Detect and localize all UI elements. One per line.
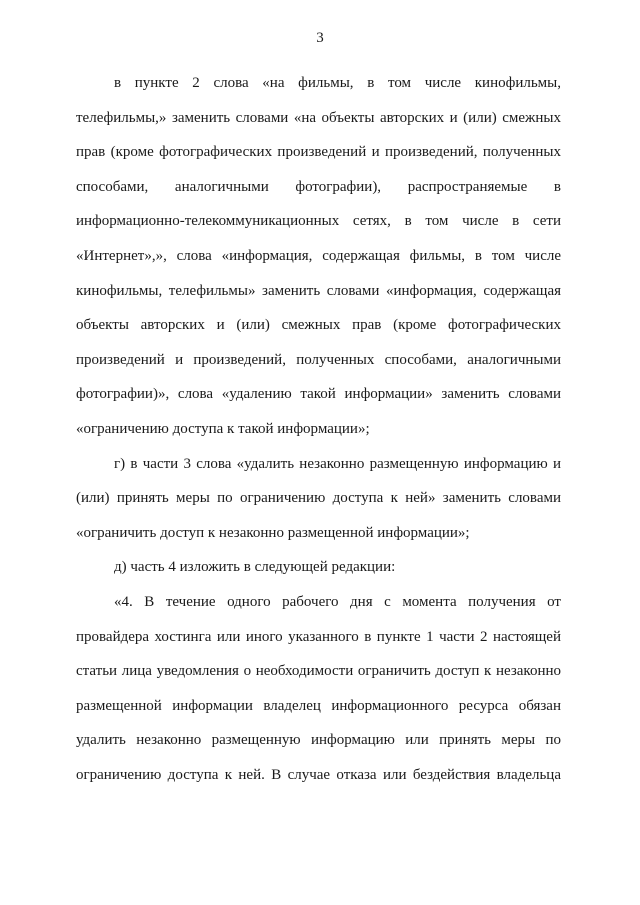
text-line: «ограничению доступа к такой информации»; xyxy=(76,420,370,437)
text-line: «ограничить доступ к незаконно размещенной информации»; xyxy=(76,524,470,541)
text-line: ограничению доступа к ней. В случае отказа или бездействия владельца xyxy=(76,766,561,783)
text-line: удалить незаконно размещенную информацию или принять меры по xyxy=(76,732,561,749)
text-line: провайдера хостинга или иного указанного в пункте 1 части 2 настоящей xyxy=(76,628,561,645)
text-line: способами, аналогичными фотографии), распространяемые в xyxy=(76,178,561,195)
text-line: «Интернет»,», слова «информация, содержащая фильмы, в том числе xyxy=(76,247,561,264)
paragraph-part-4 xyxy=(76,585,561,793)
text-line: статьи лица уведомления о необходимости ограничить доступ к незаконно xyxy=(76,663,561,680)
document-body xyxy=(76,66,561,792)
paragraph-item-d xyxy=(76,550,561,585)
text-line: г) в части 3 слова «удалить незаконно размещенную информацию и xyxy=(114,455,561,472)
text-line: размещенной информации владелец информационного ресурса обязан xyxy=(76,697,561,714)
text-line: объекты авторских и (или) смежных прав (кроме фотографических xyxy=(76,317,561,334)
text-line: произведений и произведений, полученных способами, аналогичными xyxy=(76,351,561,368)
text-line: кинофильмы, телефильмы» заменить словами «информация, содержащая xyxy=(76,282,561,299)
text-line: прав (кроме фотографических произведений и произведений, полученных xyxy=(76,144,561,161)
text-line: телефильмы,» заменить словами «на объекты авторских и (или) смежных xyxy=(76,109,561,126)
page-number: 3 xyxy=(316,30,324,46)
paragraph-item-g xyxy=(76,447,561,551)
paragraph-item-v xyxy=(76,66,561,447)
text-line: фотографии)», слова «удалению такой информации» заменить словами xyxy=(76,386,561,403)
text-line: в пункте 2 слова «на фильмы, в том числе кинофильмы, xyxy=(114,75,561,91)
text-line: «4. В течение одного рабочего дня с момента получения от xyxy=(114,593,561,610)
text-line: информационно-телекоммуникационных сетях, в том числе в сети xyxy=(76,213,561,230)
text-line: д) часть 4 изложить в следующей редакции: xyxy=(114,559,396,576)
text-line: (или) принять меры по ограничению доступа к ней» заменить словами xyxy=(76,490,561,507)
